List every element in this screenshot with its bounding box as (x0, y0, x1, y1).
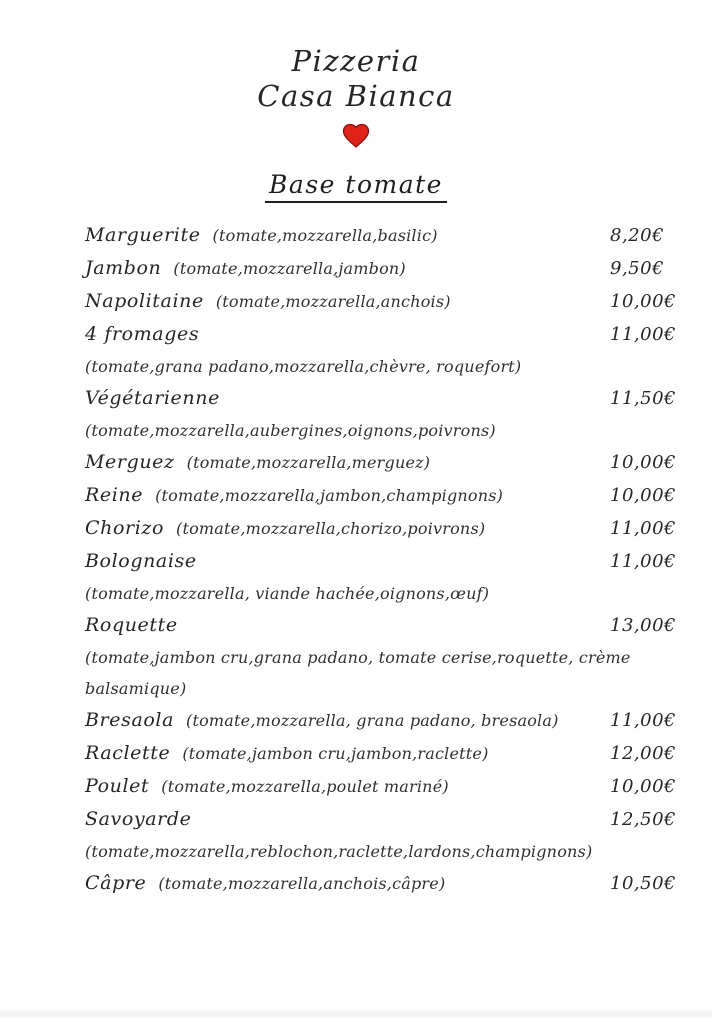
item-name: Bolognaise (85, 549, 197, 572)
menu-item-raclette (85, 737, 682, 770)
item-price: 11,00€ (610, 550, 676, 572)
item-name: Merguez (85, 450, 175, 473)
heart-icon (0, 118, 712, 152)
menu-item-marguerite (85, 219, 682, 252)
item-ingredients: (tomate,jambon cru,jambon,raclette) (182, 743, 489, 763)
menu-item-savoyarde (85, 803, 682, 836)
menu-item-bresaola (85, 704, 682, 737)
menu-item-chorizo (85, 512, 682, 545)
item-ingredients: (tomate,mozzarella,aubergines,oignons,poivrons) (85, 420, 496, 440)
item-ingredients: (tomate,mozzarella, viande hachée,oignons,œuf) (85, 583, 490, 603)
restaurant-title-line2: Casa Bianca (257, 78, 455, 113)
item-ingredients: (tomate,jambon cru,grana padano, tomate cerise,roquette, crème balsamique) (85, 647, 631, 698)
menu-item-poulet (85, 770, 682, 803)
item-ingredients: (tomate,mozzarella, grana padano, bresaola) (186, 710, 559, 730)
item-name: Jambon (85, 256, 162, 279)
item-price: 11,00€ (610, 323, 676, 345)
item-ingredients: (tomate,mozzarella,chorizo,poivrons) (176, 518, 486, 538)
menu-item-merguez (85, 446, 682, 479)
item-ingredients: (tomate,mozzarella,jambon) (173, 258, 406, 278)
item-ingredients: (tomate,mozzarella,reblochon,raclette,lardons,champignons) (85, 841, 593, 861)
item-price: 10,00€ (610, 451, 676, 473)
item-name: Câpre (85, 871, 147, 894)
item-name: Poulet (85, 774, 150, 797)
item-ingredients: (tomate,mozzarella,poulet mariné) (161, 776, 449, 796)
header (0, 0, 712, 152)
menu-list (85, 219, 682, 900)
menu-item-roquette (85, 609, 682, 642)
item-price: 11,00€ (610, 709, 676, 731)
item-name: Marguerite (85, 223, 201, 246)
item-price: 11,50€ (610, 387, 676, 409)
menu-item-napolitaine (85, 285, 682, 318)
item-price: 10,00€ (610, 484, 676, 506)
restaurant-title-line1: Pizzeria (291, 44, 421, 78)
item-name: Roquette (85, 613, 178, 636)
item-name: 4 fromages (85, 322, 200, 345)
item-name: Chorizo (85, 516, 165, 539)
item-price: 8,20€ (610, 224, 665, 246)
item-ingredients: (tomate,mozzarella,basilic) (212, 225, 438, 245)
item-name: Végétarienne (85, 386, 220, 409)
item-price: 13,00€ (610, 614, 676, 636)
item-name: Savoyarde (85, 807, 192, 830)
item-ingredients: (tomate,mozzarella,merguez) (186, 452, 431, 472)
item-price: 11,00€ (610, 517, 676, 539)
menu-item-capre (85, 867, 682, 900)
item-name: Raclette (85, 741, 171, 764)
menu-item-vegetarienne (85, 382, 682, 415)
item-price: 10,00€ (610, 290, 676, 312)
item-price: 12,00€ (610, 742, 676, 764)
item-price: 10,50€ (610, 872, 676, 894)
menu-item-jambon (85, 252, 682, 285)
item-price: 12,50€ (610, 808, 676, 830)
item-price: 9,50€ (610, 257, 665, 279)
item-ingredients: (tomate,mozzarella,anchois) (215, 291, 451, 311)
item-name: Bresaola (85, 708, 175, 731)
item-ingredients: (tomate,mozzarella,anchois,câpre) (158, 873, 446, 893)
page-bottom-edge (0, 1008, 712, 1018)
item-name: Napolitaine (85, 289, 204, 312)
item-price: 10,00€ (610, 775, 676, 797)
menu-item-4-fromages (85, 318, 682, 351)
item-name: Reine (85, 483, 144, 506)
menu-item-bolognaise (85, 545, 682, 578)
section-header (0, 170, 712, 203)
menu-item-reine (85, 479, 682, 512)
item-ingredients: (tomate,grana padano,mozzarella,chèvre, roquefort) (85, 356, 522, 376)
item-ingredients: (tomate,mozzarella,jambon,champignons) (155, 485, 504, 505)
section-title: Base tomate (265, 170, 447, 203)
